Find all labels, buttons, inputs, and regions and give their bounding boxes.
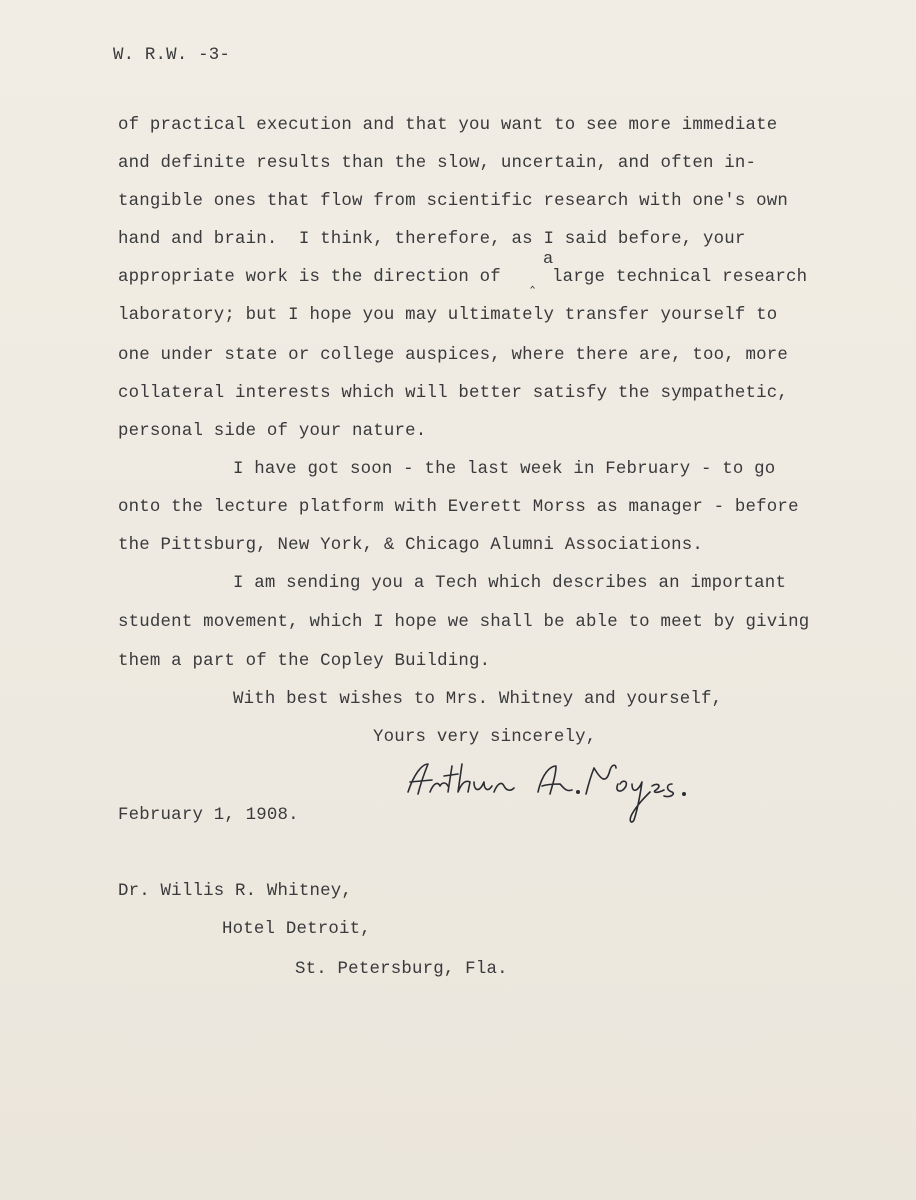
body-line-10: I have got soon - the last week in February - to go	[233, 460, 776, 479]
closing: Yours very sincerely,	[373, 728, 597, 747]
body-line-2: and definite results than the slow, uncertain, and often in-	[118, 154, 757, 173]
body-line-6: laboratory; but I hope you may ultimately transfer yourself to	[118, 306, 778, 325]
body-line-5b: large technical research	[552, 268, 808, 287]
body-line-3: tangible ones that flow from scientific research with one's own	[118, 192, 789, 211]
body-line-4: hand and brain. I think, therefore, as I said before, your	[118, 230, 746, 249]
inserted-word: a	[543, 250, 554, 269]
body-line-13: I am sending you a Tech which describes an important	[233, 574, 787, 593]
body-line-1: of practical execution and that you want to see more immediate	[118, 116, 778, 135]
body-line-15: them a part of the Copley Building.	[118, 652, 491, 671]
body-line-14: student movement, which I hope we shall be able to meet by giving	[118, 613, 810, 632]
body-line-5a: appropriate work is the direction of	[118, 268, 501, 287]
recipient-city: St. Petersburg, Fla.	[295, 960, 508, 979]
handwritten-signature	[400, 752, 720, 832]
recipient-name: Dr. Willis R. Whitney,	[118, 882, 352, 901]
body-line-11: onto the lecture platform with Everett Morss as manager - before	[118, 498, 799, 517]
page-header: W. R.W. -3-	[113, 46, 230, 65]
recipient-hotel: Hotel Detroit,	[222, 920, 371, 939]
insertion-caret: ‸	[530, 273, 536, 290]
letter-date: February 1, 1908.	[118, 806, 299, 825]
body-line-7: one under state or college auspices, where there are, too, more	[118, 346, 789, 365]
body-line-16: With best wishes to Mrs. Whitney and yourself,	[233, 690, 723, 709]
body-line-8: collateral interests which will better satisfy the sympathetic,	[118, 384, 789, 403]
body-line-12: the Pittsburg, New York, & Chicago Alumni Associations.	[118, 536, 703, 555]
body-line-9: personal side of your nature.	[118, 422, 427, 441]
